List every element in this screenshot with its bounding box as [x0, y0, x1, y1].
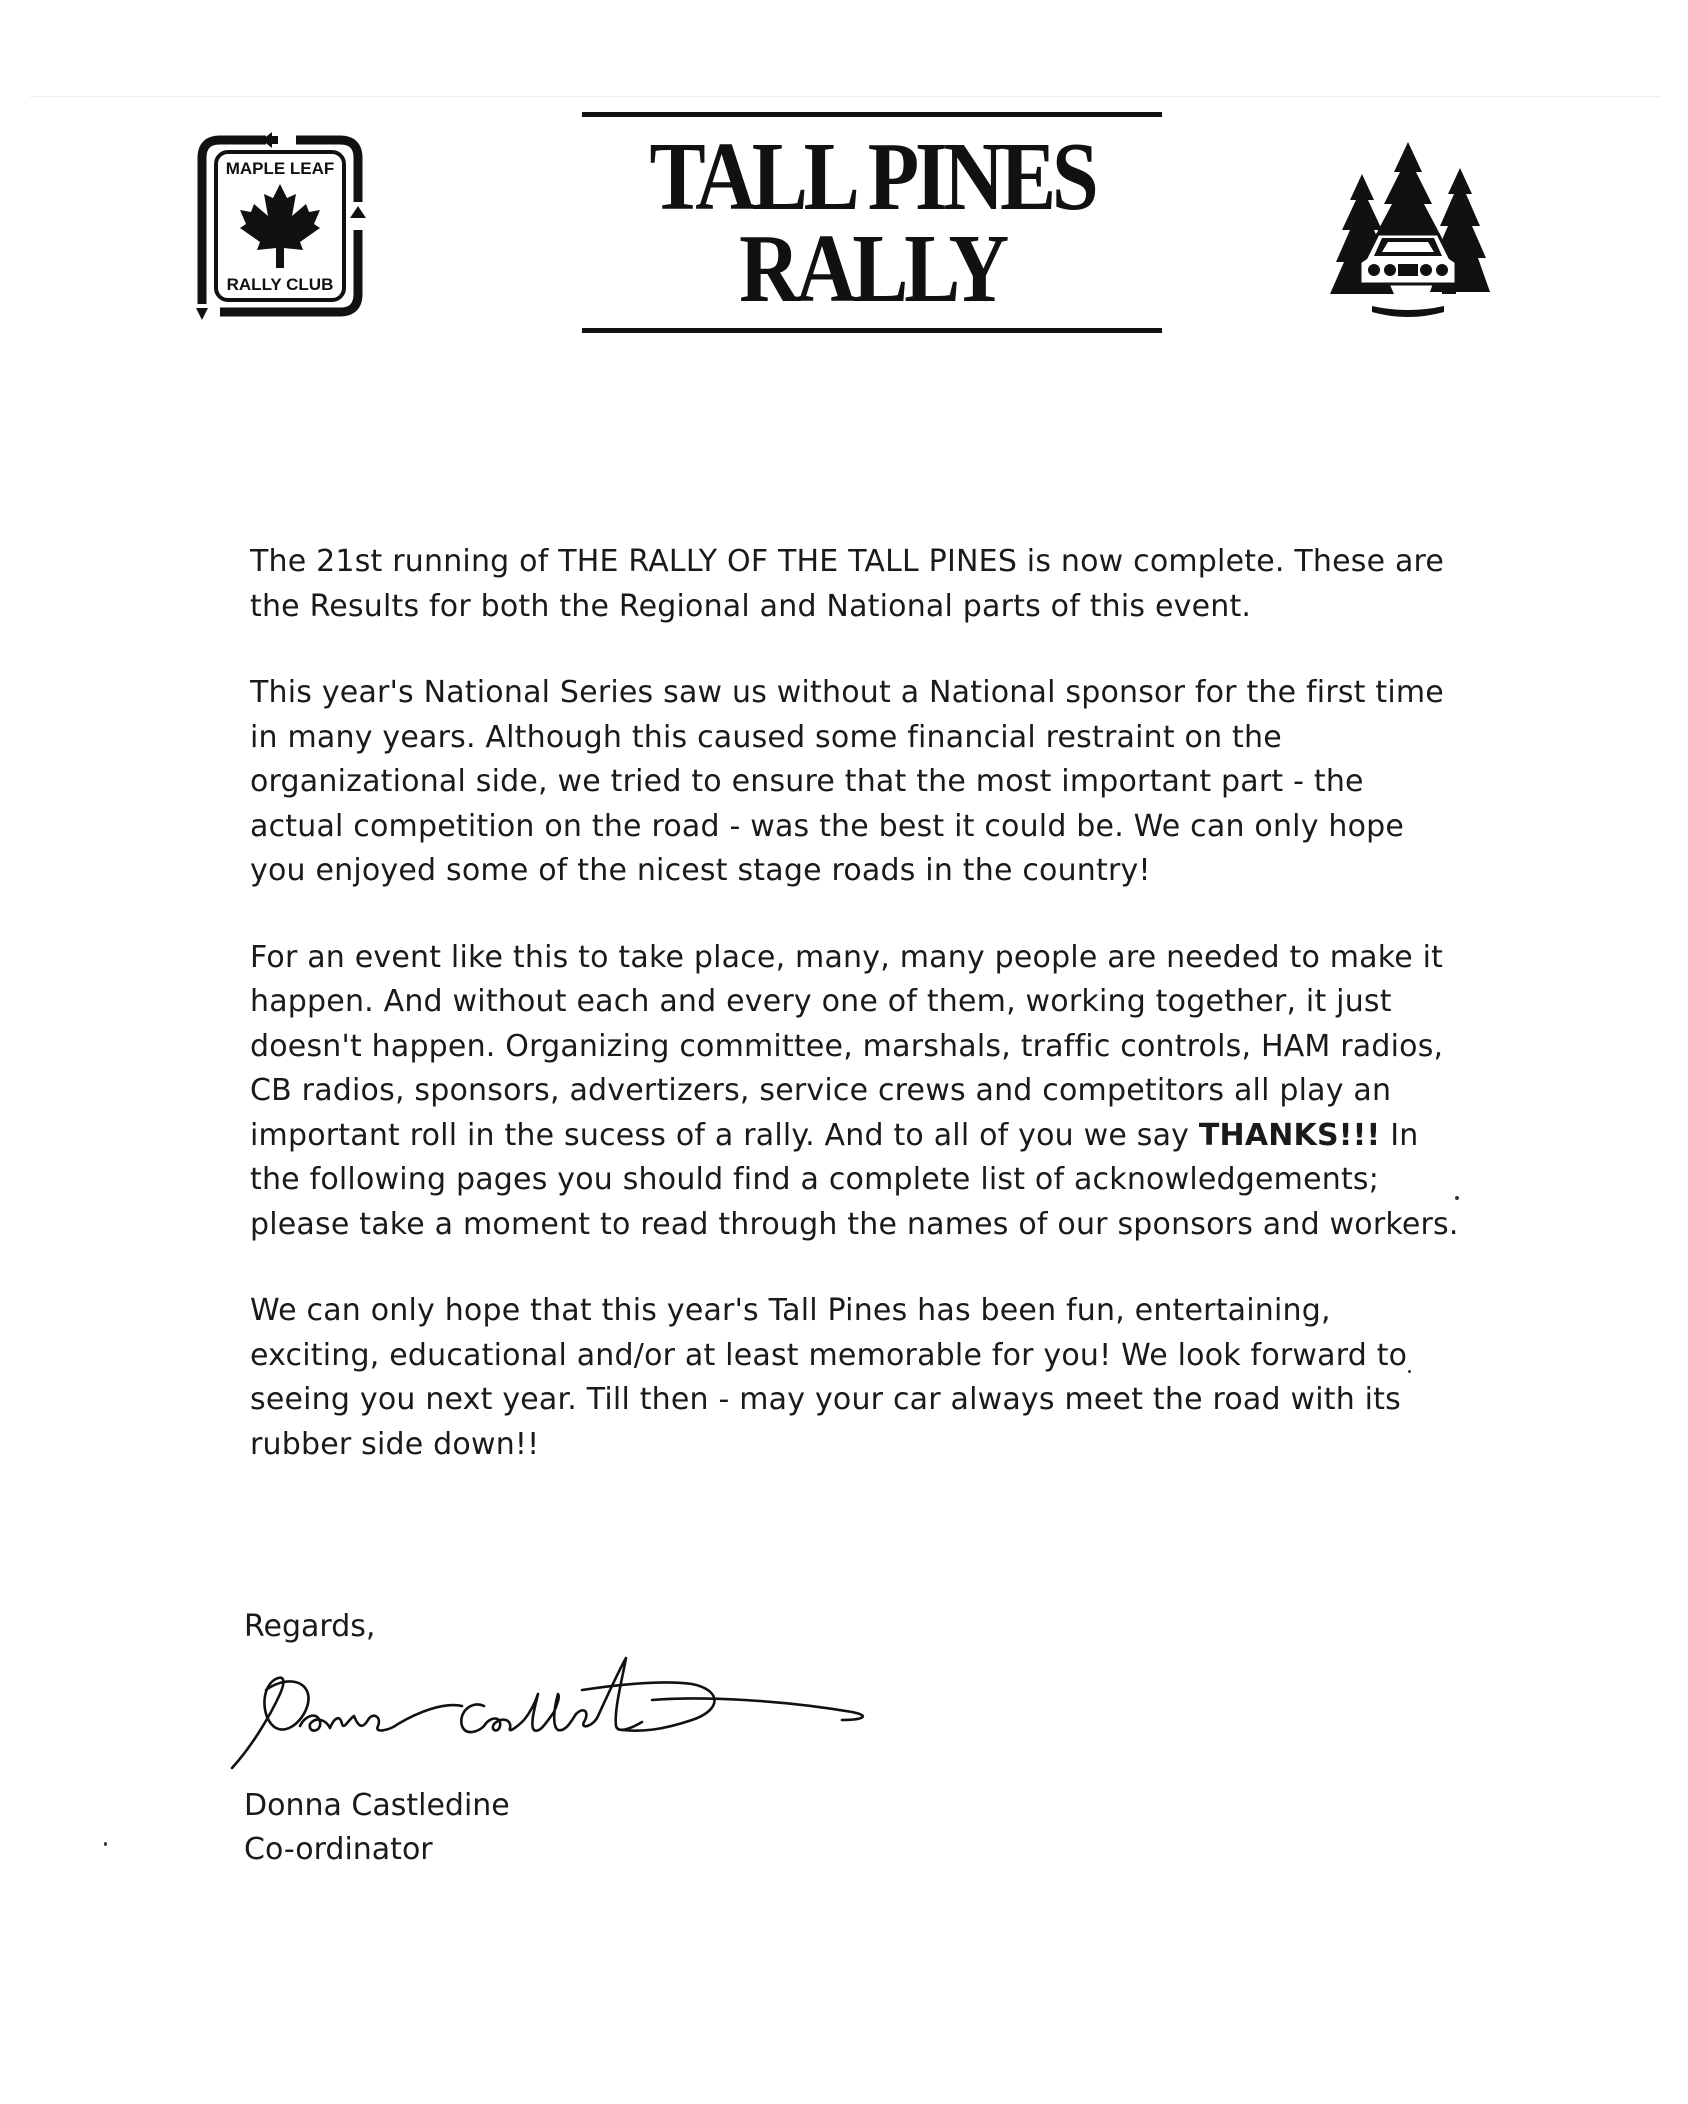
- signer-name: Donna Castledine: [244, 1788, 510, 1823]
- pine-trees-rally-car-logo: [1326, 138, 1490, 324]
- maple-leaf-icon: [240, 184, 320, 268]
- maple-leaf-rally-club-logo: [196, 132, 366, 322]
- title-line-1: TALL PINES: [649, 123, 1095, 231]
- paragraph-intro: The 21st running of THE RALLY OF THE TALL PINES is now complete. These are the Results for both the Regional and National parts of this event.: [250, 544, 1445, 624]
- letter-body: [250, 540, 1460, 1509]
- paragraph-national-series: This year's National Series saw us without a National sponsor for the first time in many years. Although this caused some financial restraint on the organizational side, we tried to ensure that the most important part - the actual competition on the road - was the best it could be. We can only hope you enjoyed some of the nicest stage roads in the country!: [250, 675, 1444, 888]
- thanks-emphasis: THANKS!!!: [1198, 1117, 1381, 1153]
- logo-top-text: MAPLE LEAF: [225, 159, 335, 178]
- logo-bottom-text: RALLY CLUB: [226, 275, 334, 294]
- scan-edge-line: [30, 96, 1660, 97]
- title-line-2: RALLY: [739, 215, 1005, 323]
- signer-title: Co-ordinator: [244, 1832, 433, 1867]
- paragraph-closing-hope: We can only hope that this year's Tall Pines has been fun, entertaining, exciting, educational and/or at least memorable for you! We look forward to seeing you next year. Till then - may your car always meet the road with its rubber side down!!: [250, 1293, 1408, 1462]
- scan-speck: [1408, 1370, 1411, 1373]
- title-rule-top: [582, 112, 1162, 117]
- handwritten-signature: [222, 1650, 902, 1780]
- scan-speck: [104, 1842, 107, 1846]
- title-block: [582, 112, 1162, 334]
- closing-salutation: Regards,: [244, 1609, 376, 1644]
- scan-speck: [1455, 1196, 1459, 1200]
- paragraph-thanks-after: In the following pages you should find a complete list of acknowledgements; please take a moment to read through the names of our sponsors and workers.: [250, 1117, 1459, 1242]
- paragraph-thanks: [250, 936, 1460, 1248]
- title-rule-bottom: [582, 328, 1162, 333]
- paragraph-thanks-before: For an event like this to take place, many, many people are needed to make it happen. And without each and every one of them, working together, it just doesn't happen. Organizing committee, marshals, traffic controls, HAM radios, CB radios, sponsors, advertizers, service crews and competitors all play an important roll in the sucess of a rally. And to all of you we say: [250, 939, 1444, 1153]
